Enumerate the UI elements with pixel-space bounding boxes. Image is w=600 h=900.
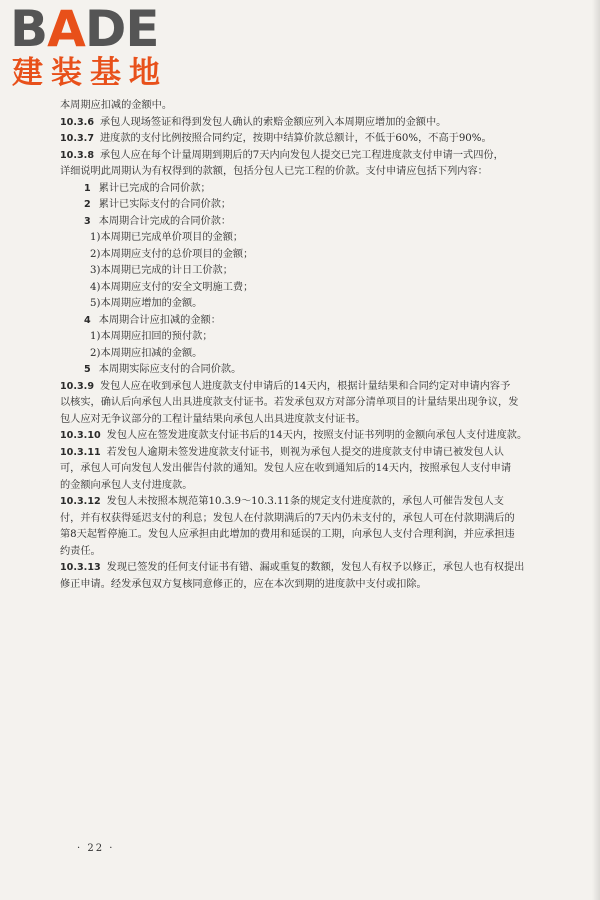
item-number: 4 <box>84 314 91 326</box>
clause-10-3-8 <box>60 148 536 165</box>
list-item <box>60 197 536 214</box>
clause-text: 发包人应在签发进度款支付证书后的14天内，按照支付证书列明的金额向承包人支付进度款。 <box>106 430 528 441</box>
sub-list-item: 2)本周期应支付的总价项目的金额； <box>90 248 254 260</box>
clause-text: 发包人应在收到承包人进度款支付申请后的14天内，根据计量结果和合同约定对申请内容予 <box>100 380 511 392</box>
text-line: 可，承包人可向发包人发出催告付款的通知。发包人应在收到通知后的14天内，按照承包人支付申请 <box>60 463 512 474</box>
item-text: 本周期实际应支付的合同价款。 <box>98 364 242 375</box>
clause-number: 10.3.7 <box>60 133 94 144</box>
page-number: · 22 · <box>77 843 115 854</box>
list-item <box>60 362 536 379</box>
logo-subtitle: 建装基地 <box>12 55 168 91</box>
text-line: 修正申请。经发承包双方复核同意修正的，应在本次到期的进度款中支付或扣除。 <box>60 578 427 590</box>
document-body <box>60 98 536 593</box>
item-number: 5 <box>84 364 91 375</box>
list-item <box>60 313 536 330</box>
clause-number: 10.3.10 <box>60 430 101 441</box>
text-line: 包人应对无争议部分的工程计量结果向承包人出具进度款支付证书。 <box>60 413 366 425</box>
clause-10-3-13 <box>60 560 536 577</box>
sub-list-item: 3)本周期已完成的计日工价款； <box>90 265 233 276</box>
sub-list-item: 5)本周期应增加的金额。 <box>90 298 203 309</box>
clause-10-3-7 <box>60 131 536 148</box>
item-text: 本周期合计应扣减的金额： <box>98 314 221 326</box>
clause-number: 10.3.9 <box>60 380 94 392</box>
clause-text: 发包人未按照本规范第10.3.9～10.3.11条的规定支付进度款的，承包人可催告发包人支 <box>106 496 504 507</box>
text-line: 的金额向承包人支付进度款。 <box>60 479 193 491</box>
item-number: 3 <box>84 215 91 227</box>
item-number: 1 <box>84 182 91 194</box>
item-text: 本周期合计完成的合同价款： <box>98 215 232 227</box>
sub-list-item: 4)本周期应支付的安全文明施工费； <box>90 281 254 293</box>
clause-text: 进度款的支付比例按照合同约定，按期中结算价款总额计，不低于60%，不高于90%。 <box>100 133 492 144</box>
clause-text: 发现已签发的任何支付证书有错、漏或重复的数额，发包人有权予以修正，承包人也有权提出 <box>106 562 525 573</box>
logo-wordmark: BADE <box>10 0 159 58</box>
brand-logo <box>10 0 180 94</box>
clause-text: 若发包人逾期未签发进度款支付证书，则视为承包人提交的进度款支付申请已被发包人认 <box>106 446 504 458</box>
clause-number: 10.3.8 <box>60 149 94 161</box>
text-line: 第8天起暂停施工。发包人应承担由此增加的费用和延误的工期，向承包人支付合理利润，并应承担违 <box>60 529 515 540</box>
text-line: 付，并有权获得延迟支付的利息；发包人在付款期满后的7天内仍未支付的，承包人可在付款期满后的 <box>60 512 515 524</box>
list-item <box>60 181 536 198</box>
item-number: 2 <box>84 199 91 210</box>
page-edge-shadow <box>592 0 600 900</box>
text-line: 以核实，确认后向承包人出具进度款支付证书。若发承包双方对部分清单项目的计量结果出现争议，发 <box>60 397 519 408</box>
clause-text: 承包人现场签证和得到发包人确认的索赔金额应列入本周期应增加的金额中。 <box>100 116 447 128</box>
clause-10-3-11 <box>60 445 536 462</box>
clause-10-3-12 <box>60 494 536 511</box>
text-line: 详细说明此周期认为有权得到的款额，包括分包人已完工程的价款。支付申请应包括下列内容： <box>60 166 488 177</box>
clause-10-3-10 <box>60 428 536 445</box>
clause-number: 10.3.11 <box>60 446 101 458</box>
clause-number: 10.3.12 <box>60 496 101 507</box>
clause-number: 10.3.6 <box>60 116 94 128</box>
sub-list-item: 1)本周期应扣回的预付款； <box>90 331 213 342</box>
item-text: 累计已完成的合同价款； <box>98 182 211 194</box>
clause-text: 承包人应在每个计量周期到期后的7天内向发包人提交已完工程进度款支付申请一式四份， <box>100 149 504 161</box>
clause-number: 10.3.13 <box>60 562 101 573</box>
sub-list-item: 2)本周期应扣减的金额。 <box>90 347 203 359</box>
list-item <box>60 214 536 231</box>
text-line: 本周期应扣减的金额中。 <box>60 100 173 111</box>
text-line: 约责任。 <box>60 545 101 557</box>
item-text: 累计已实际支付的合同价款； <box>98 199 232 210</box>
clause-10-3-9 <box>60 379 536 396</box>
sub-list-item: 1)本周期已完成单价项目的金额； <box>90 232 244 243</box>
clause-10-3-6 <box>60 115 536 132</box>
